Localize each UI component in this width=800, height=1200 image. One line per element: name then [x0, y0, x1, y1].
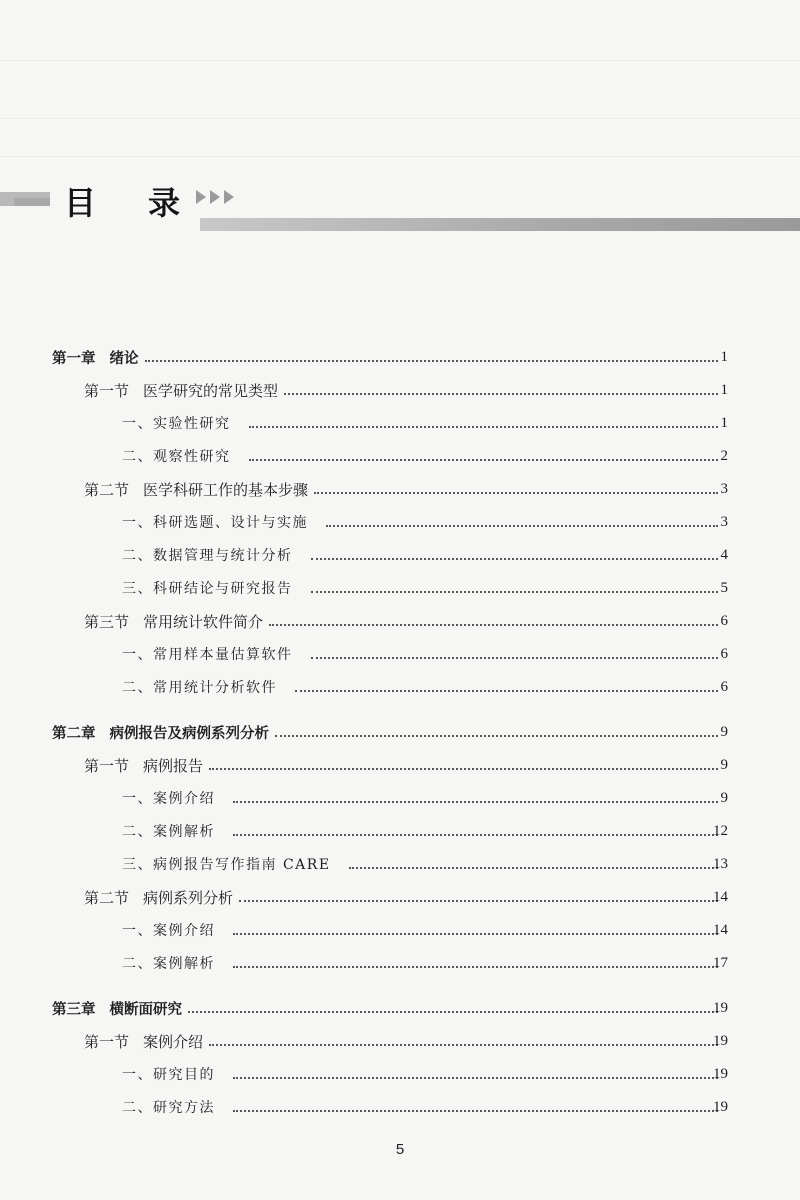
toc-entry-text: 医学科研工作的基本步骤: [143, 480, 309, 499]
toc-page-number: 9: [720, 756, 728, 773]
toc-title-char-2: 录: [148, 184, 181, 222]
toc-page-number: 1: [720, 348, 728, 365]
toc-subsection-row: [0, 1062, 800, 1086]
toc-dot-leader: [233, 1077, 718, 1079]
arrow-icon: [196, 190, 206, 204]
toc-entry-prefix: 第二节: [84, 888, 130, 907]
toc-dot-leader: [233, 933, 718, 935]
toc-dot-leader: [233, 1110, 718, 1112]
toc-dot-leader: [233, 966, 718, 968]
toc-page-number: 3: [720, 513, 728, 530]
toc-entry-prefix: 第二节: [84, 480, 130, 499]
toc-subsection-row: [0, 576, 800, 600]
toc-entry-text: 医学研究的常见类型: [143, 381, 279, 400]
toc-entry-label: [122, 821, 215, 841]
toc-entry-text: 一、科研选题、设计与实施: [122, 515, 308, 531]
toc-subsection-row: [0, 642, 800, 666]
toc-entry-label: [122, 413, 231, 433]
toc-entry-label: [84, 887, 233, 908]
toc-entry-text: 病例报告: [143, 756, 204, 775]
toc-dot-leader: [233, 834, 718, 836]
toc-chapter-row: [0, 996, 800, 1020]
toc-page-number: 3: [720, 480, 728, 497]
toc-dot-leader: [349, 867, 718, 869]
toc-page-number: 5: [720, 579, 728, 596]
toc-page-number: 2: [720, 447, 728, 464]
toc-entry-text: 二、常用统计分析软件: [122, 680, 277, 696]
toc-page-number: 1: [720, 414, 728, 431]
toc-entry-label: [122, 1064, 215, 1084]
toc-page-number: 19: [713, 999, 728, 1016]
toc-entry-text: 三、科研结论与研究报告: [122, 581, 293, 597]
toc-entry-prefix: 第二章: [52, 725, 96, 742]
toc-dot-leader: [209, 768, 718, 770]
heading-band-left-shade: [14, 198, 50, 206]
toc-entry-label: [122, 644, 293, 664]
toc-chapter-row: [0, 720, 800, 744]
toc-entry-text: 二、观察性研究: [122, 449, 231, 465]
toc-entry-text: 二、数据管理与统计分析: [122, 548, 293, 564]
toc-dot-leader: [311, 657, 719, 659]
toc-dot-leader: [311, 591, 719, 593]
toc-entry-text: 一、研究目的: [122, 1067, 215, 1083]
bleed-through-line: [0, 118, 800, 119]
toc-dot-leader: [239, 900, 718, 902]
toc-page-number: 9: [720, 723, 728, 740]
toc-page-number: 14: [713, 888, 728, 905]
toc-section-row: [0, 609, 800, 633]
toc-page-number: 4: [720, 546, 728, 563]
toc-subsection-row: [0, 543, 800, 567]
toc-entry-label: [122, 446, 231, 466]
toc-entry-text: 二、案例解析: [122, 824, 215, 840]
toc-dot-leader: [311, 558, 719, 560]
toc-entry-prefix: 第一节: [84, 1032, 130, 1051]
toc-entry-text: 二、案例解析: [122, 956, 215, 972]
toc-dot-leader: [233, 801, 718, 803]
bleed-through-line: [0, 156, 800, 157]
toc-entry-label: [84, 380, 278, 401]
toc-page-number: 19: [713, 1098, 728, 1115]
toc-entry-label: [52, 347, 139, 368]
heading-arrows: [196, 190, 234, 204]
toc-entry-label: [122, 1097, 215, 1117]
toc-chapter-row: [0, 345, 800, 369]
toc-subsection-row: [0, 1095, 800, 1119]
toc-entry-label: [122, 578, 293, 598]
toc-dot-leader: [145, 360, 719, 362]
toc-dot-leader: [188, 1011, 718, 1013]
toc-entry-label: [122, 545, 293, 565]
toc-dot-leader: [275, 735, 718, 737]
toc-entry-text: 横断面研究: [109, 1001, 182, 1018]
toc-dot-leader: [284, 393, 718, 395]
toc-entry-text: 一、常用样本量估算软件: [122, 647, 293, 663]
toc-entry-text: 病例系列分析: [143, 888, 234, 907]
toc-entry-text: 二、研究方法: [122, 1100, 215, 1116]
toc-subsection-row: [0, 918, 800, 942]
toc-dot-leader: [295, 690, 718, 692]
toc-subsection-row: [0, 786, 800, 810]
toc-entry-prefix: 第三节: [84, 612, 130, 631]
toc-page-number: 1: [720, 381, 728, 398]
toc-dot-leader: [249, 426, 719, 428]
toc-title-char-1: 目: [64, 184, 97, 222]
arrow-icon: [210, 190, 220, 204]
toc-entry-prefix: 第一节: [84, 381, 130, 400]
toc-entry-label: [122, 920, 215, 940]
toc-page-number: 6: [720, 645, 728, 662]
heading-band-right: [200, 218, 800, 231]
toc-section-row: [0, 477, 800, 501]
toc-page-number: 12: [713, 822, 728, 839]
toc-entry-text: 一、案例介绍: [122, 791, 215, 807]
page-number: 5: [395, 1141, 405, 1158]
toc-entry-label: [84, 611, 263, 632]
toc-entry-text: 三、病例报告写作指南 CARE: [122, 857, 331, 873]
toc-subsection-row: [0, 951, 800, 975]
toc-entry-label: [52, 998, 182, 1019]
toc-entry-prefix: 第一节: [84, 756, 130, 775]
toc-entry-prefix: 第三章: [52, 1001, 96, 1018]
toc-page-number: 9: [720, 789, 728, 806]
toc-entry-label: [52, 722, 269, 743]
toc-subsection-row: [0, 510, 800, 534]
arrow-icon: [224, 190, 234, 204]
toc-subsection-row: [0, 411, 800, 435]
toc-page-number: 17: [713, 954, 728, 971]
bleed-through-line: [0, 60, 800, 61]
toc-entry-text: 案例介绍: [143, 1032, 204, 1051]
toc-page-number: 14: [713, 921, 728, 938]
toc-entry-text: 绪论: [109, 350, 139, 367]
toc-subsection-row: [0, 675, 800, 699]
toc-dot-leader: [326, 525, 718, 527]
toc-entry-label: [122, 953, 215, 973]
toc-entry-text: 一、案例介绍: [122, 923, 215, 939]
toc-page-number: 19: [713, 1032, 728, 1049]
toc-entry-text: 常用统计软件简介: [143, 612, 264, 631]
toc-page-number: 19: [713, 1065, 728, 1082]
toc-subsection-row: [0, 444, 800, 468]
toc-dot-leader: [249, 459, 719, 461]
toc-entry-text: 一、实验性研究: [122, 416, 231, 432]
toc-section-row: [0, 753, 800, 777]
toc-entry-label: [84, 755, 203, 776]
toc-entry-label: [122, 788, 215, 808]
toc-entry-label: [122, 512, 308, 532]
toc-dot-leader: [269, 624, 718, 626]
toc-section-row: [0, 885, 800, 909]
toc-dot-leader: [314, 492, 718, 494]
toc-dot-leader: [209, 1044, 718, 1046]
toc-entry-label: [122, 854, 331, 874]
toc-entry-label: [122, 677, 277, 697]
toc-page-number: 6: [720, 612, 728, 629]
toc-section-row: [0, 1029, 800, 1053]
toc-section-row: [0, 378, 800, 402]
toc-entry-label: [84, 479, 308, 500]
toc-subsection-row: [0, 852, 800, 876]
toc-subsection-row: [0, 819, 800, 843]
toc-page-number: 6: [720, 678, 728, 695]
toc-entry-label: [84, 1031, 203, 1052]
toc-entry-text: 病例报告及病例系列分析: [109, 725, 269, 742]
toc-page-number: 13: [713, 855, 728, 872]
toc-entry-prefix: 第一章: [52, 350, 96, 367]
